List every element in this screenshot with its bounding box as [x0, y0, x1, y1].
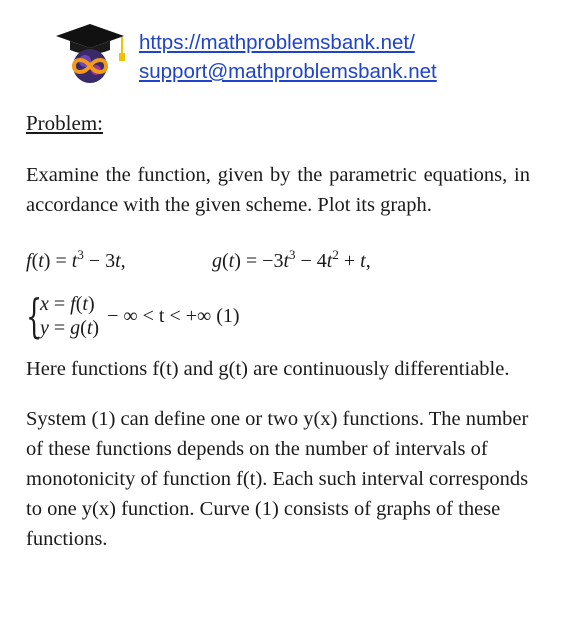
problem-heading: Problem: — [26, 111, 103, 135]
system-range: − ∞ < t < +∞ (1) — [107, 305, 240, 327]
formula-g: $g(t) = -3t^3 - 4t^2 + t$, — [212, 247, 371, 272]
system-y: y = g(t) — [40, 317, 100, 339]
problem-intro: Examine the function, given by the parametric equations, in accordance with the given scheme. Plot its graph. — [26, 164, 530, 216]
problem-content — [26, 108, 530, 554]
formula-row — [26, 240, 530, 276]
graduation-cap-logo — [52, 20, 128, 86]
formula-f: $f(t) = t^3 - 3t$, — [26, 247, 126, 272]
continuity-statement: Here functions f(t) and g(t) are continuously differentiable. — [26, 358, 510, 380]
parametric-system — [26, 289, 530, 343]
system-equations — [40, 292, 99, 340]
left-brace: { — [26, 289, 43, 343]
contact-links — [139, 28, 437, 86]
email-link[interactable]: support@mathproblemsbank.net — [139, 60, 437, 83]
website-link[interactable]: https://mathproblemsbank.net/ — [139, 31, 415, 54]
system-note: System (1) can define one or two y(x) functions. The number of these functions depends on the number of intervals of monotonicity of function f(t). Each such interval corresponds to one y(x) function. Curve (1) consists of graphs of these functions. — [26, 408, 529, 550]
system-x: x = f(t) — [40, 293, 95, 315]
page-header — [52, 20, 532, 90]
